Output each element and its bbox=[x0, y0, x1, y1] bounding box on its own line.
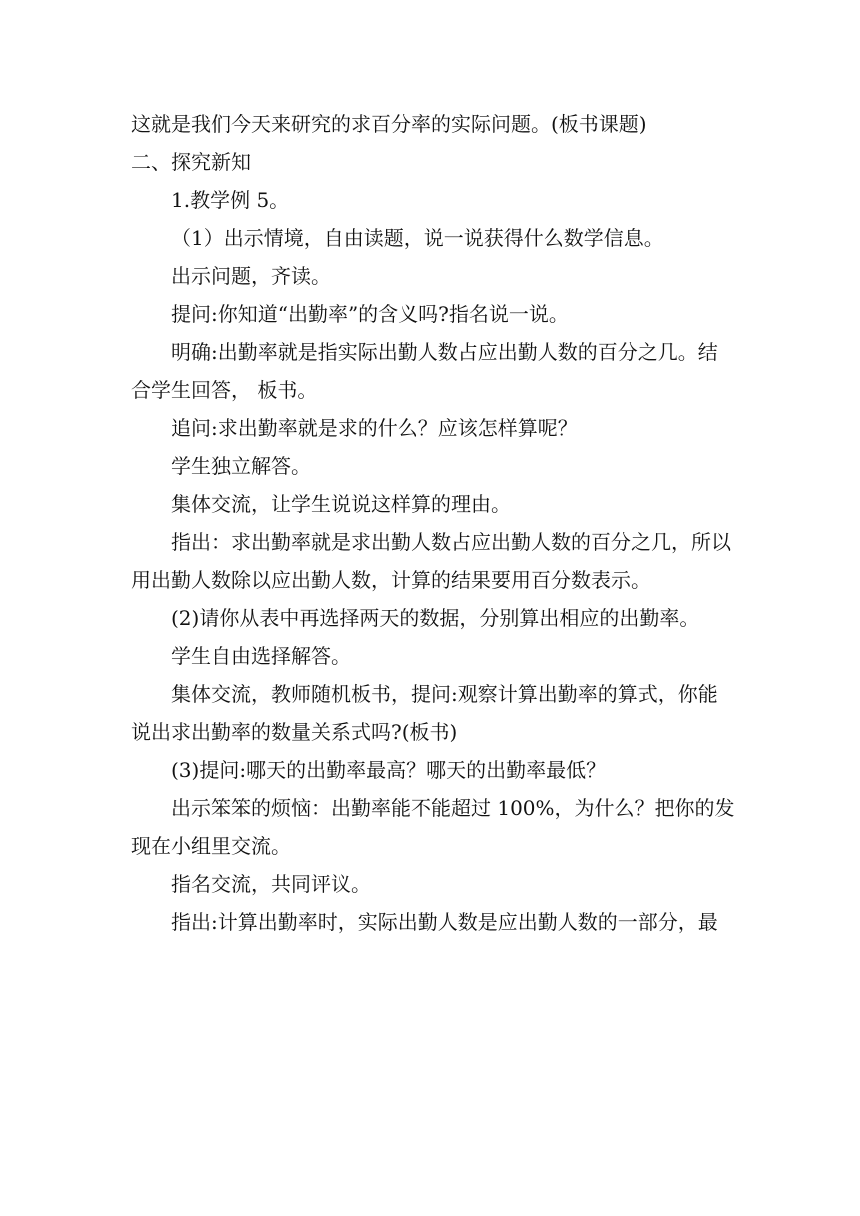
text-line: 指出：求出勤率就是求出勤人数占应出勤人数的百分之几，所以 bbox=[171, 530, 731, 554]
text-line: 追问:求出勤率就是求的什么？应该怎样算呢？ bbox=[171, 416, 578, 440]
text-line: (2)请你从表中再选择两天的数据，分别算出相应的出勤率。 bbox=[171, 606, 700, 630]
text-line: 用出勤人数除以应出勤人数，计算的结果要用百分数表示。 bbox=[131, 568, 651, 592]
text-line: 学生自由选择解答。 bbox=[171, 644, 351, 668]
section-heading: 二、探究新知 bbox=[131, 150, 251, 174]
text-line: (3)提问:哪天的出勤率最高？哪天的出勤率最低？ bbox=[171, 758, 607, 782]
text-line: 合学生回答， 板书。 bbox=[131, 378, 318, 402]
text-line: （1）出示情境，自由读题，说一说获得什么数学信息。 bbox=[171, 226, 664, 250]
text-line: 集体交流，让学生说说这样算的理由。 bbox=[171, 492, 511, 516]
document-body bbox=[131, 112, 735, 948]
text-line: 指出:计算出勤率时，实际出勤人数是应出勤人数的一部分，最 bbox=[171, 910, 718, 934]
text-line: 提问:你知道“出勤率”的含义吗?指名说一说。 bbox=[171, 302, 569, 326]
text-line: 学生独立解答。 bbox=[171, 454, 311, 478]
text-line: 1.教学例 5。 bbox=[171, 188, 290, 212]
text-line: 说出求出勤率的数量关系式吗?(板书) bbox=[131, 720, 458, 744]
text-line: 出示问题，齐读。 bbox=[171, 264, 331, 288]
text-line: 指名交流，共同评议。 bbox=[171, 872, 371, 896]
text-line: 现在小组里交流。 bbox=[131, 834, 291, 858]
text-line: 这就是我们今天来研究的求百分率的实际问题。(板书课题) bbox=[131, 112, 647, 136]
text-line: 集体交流，教师随机板书，提问:观察计算出勤率的算式，你能 bbox=[171, 682, 718, 706]
text-line: 出示笨笨的烦恼：出勤率能不能超过 100%，为什么？把你的发 bbox=[171, 796, 735, 820]
text-line: 明确:出勤率就是指实际出勤人数占应出勤人数的百分之几。结 bbox=[171, 340, 718, 364]
